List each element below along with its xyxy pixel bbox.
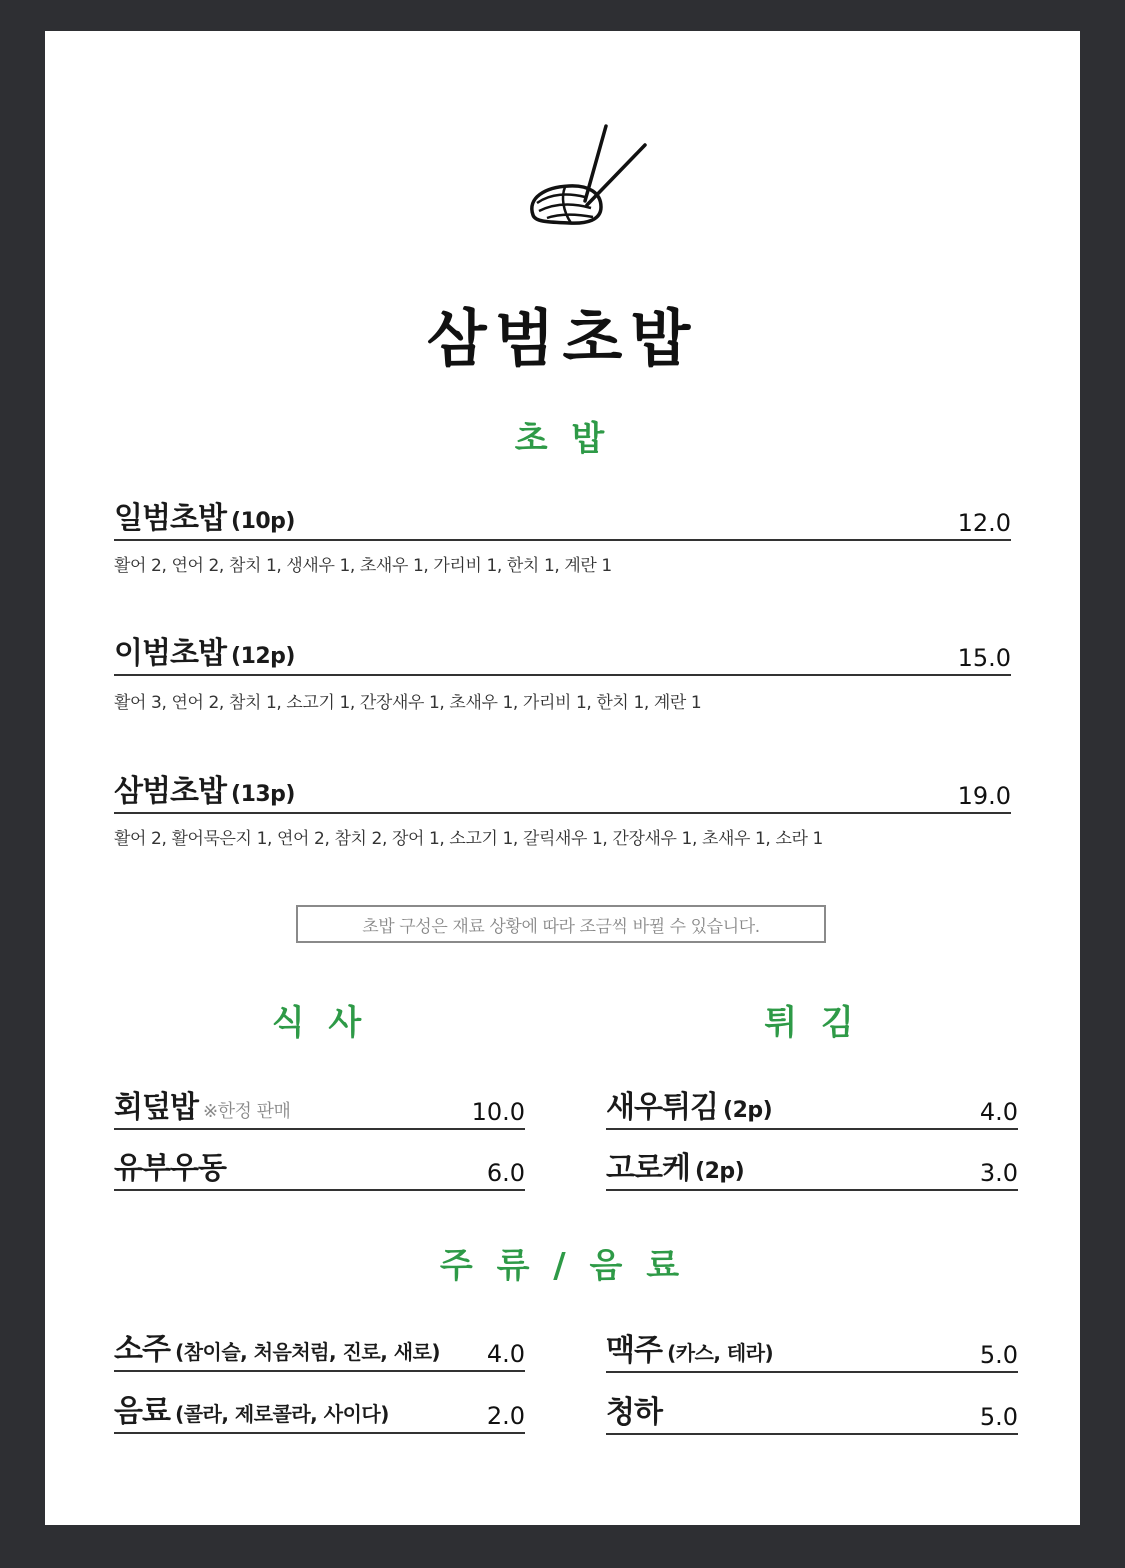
item-price: 12.0 [957, 509, 1011, 537]
section-title-chobap: 초 밥 [514, 419, 611, 459]
item-price: 5.0 [979, 1403, 1018, 1431]
menu-item [114, 1143, 525, 1191]
item-portion: (2p) [723, 1098, 773, 1123]
item-price: 5.0 [979, 1341, 1018, 1369]
menu-item [606, 1143, 1018, 1191]
item-price: 6.0 [486, 1159, 525, 1187]
item-portion: (2p) [695, 1159, 745, 1184]
item-options: (콜라, 제로콜라, 사이다) [175, 1402, 389, 1426]
item-price: 15.0 [957, 644, 1011, 672]
item-name: 맥주 [606, 1333, 662, 1368]
item-name: 고로케 [606, 1151, 690, 1186]
item-price: 10.0 [471, 1098, 525, 1126]
item-name: 일범초밥 [114, 501, 226, 536]
item-options: (참이슬, 처음처럼, 진로, 새로) [175, 1340, 441, 1364]
restaurant-name: 삼범초밥 [426, 302, 699, 375]
menu-item [114, 628, 1011, 676]
menu-page [45, 31, 1080, 1525]
item-portion: (10p) [231, 509, 295, 534]
menu-item [606, 1082, 1018, 1130]
item-description: 활어 2, 활어묵은지 1, 연어 2, 참치 2, 장어 1, 소고기 1, 갈릭새우 1, 간장새우 1, 초새우 1, 소라 1 [114, 829, 823, 849]
item-price: 3.0 [979, 1159, 1018, 1187]
menu-item [114, 1324, 525, 1372]
menu-item [114, 493, 1011, 541]
section-title-drinks: 주 류 / 음 료 [439, 1246, 686, 1286]
item-name: 새우튀김 [606, 1090, 718, 1125]
section-title-meal: 식 사 [271, 1003, 368, 1043]
item-portion: (12p) [231, 644, 295, 669]
item-name: 청하 [606, 1395, 662, 1430]
menu-item [114, 766, 1011, 814]
item-portion: (13p) [231, 782, 295, 807]
item-name: 유부우동 [114, 1151, 226, 1186]
menu-item [114, 1082, 525, 1130]
item-name: 삼범초밥 [114, 774, 226, 809]
section-title-fried: 튀 김 [764, 1003, 860, 1043]
item-options: (카스, 테라) [667, 1341, 774, 1365]
item-name: 음료 [114, 1394, 170, 1429]
menu-item [606, 1387, 1018, 1435]
limited-note: ※한정 판매 [203, 1101, 291, 1122]
item-name: 회덮밥 [114, 1090, 198, 1125]
item-name: 이범초밥 [114, 636, 226, 671]
notice-box: 초밥 구성은 재료 상황에 따라 조금씩 바뀔 수 있습니다. [296, 905, 826, 943]
item-description: 활어 2, 연어 2, 참치 1, 생새우 1, 초새우 1, 가리비 1, 한치 1, 계란 1 [114, 556, 612, 576]
item-price: 4.0 [486, 1340, 525, 1368]
menu-item [114, 1386, 525, 1434]
item-price: 4.0 [979, 1098, 1018, 1126]
sushi-chopsticks-icon [525, 123, 655, 233]
item-price: 19.0 [957, 782, 1011, 810]
item-description: 활어 3, 연어 2, 참치 1, 소고기 1, 간장새우 1, 초새우 1, 가리비 1, 한치 1, 계란 1 [114, 693, 702, 713]
menu-item [606, 1325, 1018, 1373]
item-price: 2.0 [486, 1402, 525, 1430]
item-name: 소주 [114, 1332, 170, 1367]
